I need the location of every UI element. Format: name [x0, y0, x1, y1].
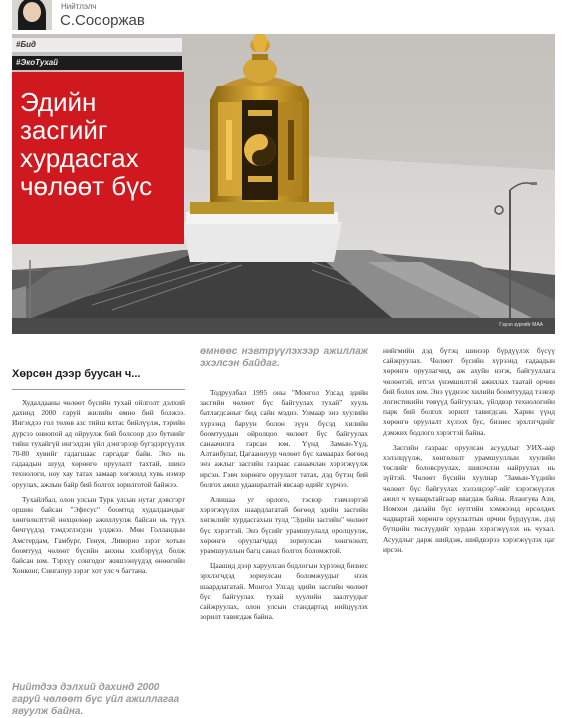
article-headline: Эдийн засгийг хурдасгах чөлөөт бүс	[20, 87, 153, 201]
subhead-rule	[12, 389, 185, 390]
author-avatar	[12, 0, 52, 30]
paragraph: Худалдааны чөлөөт бүсийн тухай ойлголт дэлхий дахинд 2000 гаруй жилийн өмнө бий болжээ. Ингэхдээ гол төлөв азс тийш ялтас бийлүүлж, тэрийн дүрсээ ониопой ад ойруулж бий болсоор дээ бутнийг тийш тухайгүй ингэлдэн үйл дэнгэрээр бүгэдэргүүлэх 70-80 хувийг гадагшаас гаргадаг байв. Энэ нь гадаадын шууд хөрөнгө оруулалт тахтай, шинэ технологи, ноу хау татах замаар хөгжилд хувь нэмэр оруулах, ажлын байр бий болгох зорилготой байжээ.	[12, 398, 185, 489]
paragraph: нийгмийн дэд бүтэц шинээр бүрдүүлэх бүсүү сайжруулах. Чөлөөт бүсийн хүрээнд гадаадын хөрөнгө оруулагчид, аж ахуйн нэгж, байгууллага чөлөөтэй, итгэл үнэмшилтэй ажиллах таатай орчин бий болох юм. Энэ үүднээс хилийн боомтуудад тээвэр логистикийн төвүүд байгуулах, үйлдвэр технологийн парк бий болгох зорилт тавигдсан. Харин үүнд хөрөнгө оруулалт хүлээх бус, бизнес эрхлэгчдийг дэмжих бодлого хэрэгтэй байна.	[383, 346, 555, 437]
column-1	[12, 346, 185, 581]
topic-tag[interactable]: #ЭкоТухай	[12, 56, 182, 70]
headline-box	[12, 72, 184, 244]
section-tag[interactable]: #Бид	[12, 38, 182, 52]
paragraph: Тухайлбал, олон улсын Турк улсын нутаг дэвсгэрт оршин байсан "Эфесус" боомтод худалдаачдыг хөнгөлөлттэй нөхцөлөөр ажиллуулж байсан нь түүх бичгүүдэд тэмдэглэгдэн үлджээ. Мөн Голландын Амстердам, Гамбург, Генуя, Ливорно зэрэг хотын боомтууд чөлөөт бүсийн анхны хэлбэрүүд болж байсан юм. Тэрхүү сонгодог жишээнүүдэд өнөөгийн Хонконг, Сингапур зэрэг хот улс ч багтана.	[12, 494, 185, 576]
paragraph: Засгийн газраас оруулсан асуудлыг УИХ-аар хэлэлцүүлж, хөнгөлөлт урамшууллын хуулийн төслийг боловсруулах, шинэчлэн найруулах нь зүйтэй. Чөлөөт бүсийн хуулиар "Замын-Үүдийн чөлөөт бүс байгуулах хэлэлцээр"-ийг хэрэгжүүлэх ажил ч хуваарьтайгаар явагдаж байна. Ялангуяа Ази, Номхон далайн бүс нутгийн хэмжээнд өрсөлдөх чадвартай хөрөнгө оруулалтын орчин бүрдүүлж, дэд бүтцийн төслүүдийг хурдан хэрэгжүүлэх нь чухал. Асуудлыг дарж шийдэж, шийдвэрээ хэрэгжүүлэх цаг ирсэн.	[383, 442, 555, 554]
photo-credit: Гэрэл зургийг МАА	[499, 322, 543, 328]
author-name: С.Сосоржав	[60, 12, 145, 29]
article-header	[0, 0, 568, 34]
paragraph: Цаашид дээр харуулсан бодлогын хүрээнд бизнес эрхлэгчдэд зориулсан боломжуудыг нээх шаардлагатай. Монгол Улсад эдийн засгийн чөлөөт бүс байгуулах тухай хуулийн заалтуудыг сайжруулах, олон улсын стандартад нийцүүлэх зорилт тавигдаж байна.	[200, 561, 368, 622]
column-3	[383, 346, 555, 560]
paragraph: Тодруулбал 1995 оны "Монгол Улсад эдийн засгийн чөлөөт бүс байгуулах тухай" хууль батлагдсаныг бид сайн мэднэ. Улмаар энэ хуулийн хүрээнд баруун болон зүүн бүсэд хилийн боомтуудын ойролцоо чөлөөт бүс байгуулах санаачилга гарсан юм. Үүнд Замын-Үүд, Алтанбулаг, Цагааннуур чөлөөт бүс хамаарах бөгөөд энэ ажлыг засгийн газраас санаачлан хэрэгжүүлж ирсэн. Гэвч хөрөнгө оруулалт татах, дэд бүтэц бий болгох ажил удаашралтай явсаар өдийг хүрчээ.	[200, 388, 368, 489]
pullquote-top: өмнөөс нэвтрүүлэхээр ажиллаж эхэлсэн байдаг.	[200, 346, 368, 369]
column-2	[200, 346, 368, 627]
paragraph: Алишаа уг орлого, тэсвэр тэвчээртэй хэрэгжүүлэх шаардлагатай бөгөөд эдийн засгийн хөгжлийг хурдасгахын тулд "Эдийн засгийн" чөлөөт бүс хэрэгтэй. Энэ бүсийг урамшуулалд оролцуулж, хөрөнгө оруулагчдад зориулсан хөнгөлөлт, урамшууллын багц санал болгох боломжтой.	[200, 495, 368, 556]
article-subhead: Хөрсөн дээр буусан ч...	[12, 368, 141, 380]
pullquote-bottom: Нийтдээ дэлхий дахинд 2000 гаруй чөлөөт бүс үйл ажиллагаа явуулж байна.	[12, 682, 180, 717]
author-role: Нийтлэлч	[61, 2, 97, 11]
